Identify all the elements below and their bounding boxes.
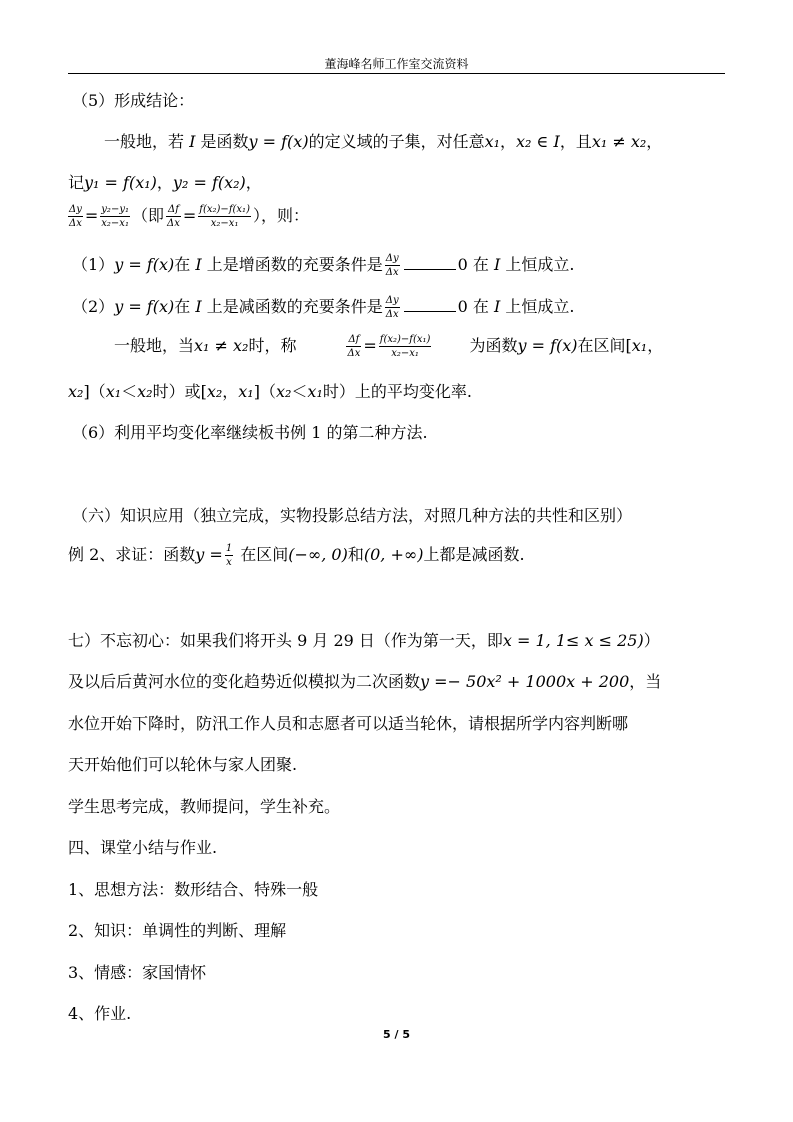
condition-increasing: （1）y = f(x)在 I 上是增函数的充要条件是 $\frac{\Delta y}{\Delta x}$ 0 在 I 上恒成立. bbox=[72, 253, 575, 278]
fraction-df-dx: $\frac{\Delta f}{\Delta x}$ bbox=[347, 334, 361, 359]
section5-paragraph1: 一般地，若 I 是函数y = f(x)的定义域的子集，对任意x₁，x₂ ∈ I，且x₁ ≠ x₂， bbox=[104, 132, 663, 151]
section6-title: （六）知识应用（独立完成，实物投影总结方法，对照几种方法的共性和区别） bbox=[72, 506, 633, 525]
definition-line1: 一般地，当x₁ ≠ x₂时，称 $\frac{\Delta f}{\Delta x}$ = $\frac{\text{f(x₂)−f(x₁)}}{\text{x₂−x₁}}$ 为函数y = f(x)在区间[x₁， bbox=[114, 334, 664, 359]
summary-title: 四、课堂小结与作业. bbox=[68, 838, 218, 857]
page-header: 董海峰名师工作室交流资料 bbox=[324, 57, 469, 71]
section7-line3: 水位开始下降时，防汛工作人员和志愿者可以适当轮休，请根据所学内容判断哪 bbox=[68, 714, 629, 733]
fraction-f-diff: $\frac{\text{f(x₂)−f(x₁)}}{\text{x₂−x₁}}$ bbox=[199, 204, 250, 229]
summary-item: 1、思想方法：数形结合、特殊一般 bbox=[68, 880, 319, 899]
section5-item6: （6）利用平均变化率继续板书例 1 的第二种方法. bbox=[72, 423, 428, 442]
fraction-df-dx: $\frac{\Delta f}{\Delta x}$ bbox=[167, 204, 180, 229]
summary-item: 4、作业. bbox=[68, 1004, 132, 1023]
fraction-dy-dx: $\frac{\Delta y}{\Delta x}$ bbox=[385, 253, 399, 278]
section7-line5: 学生思考完成，教师提问，学生补充。 bbox=[68, 797, 341, 816]
fraction-dy-dx: $\frac{\Delta y}{\Delta x}$ bbox=[385, 295, 399, 320]
section5-title: （5）形成结论： bbox=[72, 91, 195, 110]
fraction-dy-dx: $\frac{\Delta y}{\Delta x}$ bbox=[69, 204, 82, 229]
summary-item: 3、情感：家国情怀 bbox=[68, 963, 207, 982]
answer-blank bbox=[404, 297, 456, 312]
fraction-one-over-x: $\frac{1}{x}$ bbox=[225, 543, 233, 568]
definition-line2: x₂]（x₁＜x₂时）或[x₂，x₁]（x₂＜x₁时）上的平均变化率. bbox=[68, 382, 472, 401]
example2: 例 2、求证：函数y = $\frac{1}{x}$ 在区间(−∞, 0)和(0, +∞)上都是减函数. bbox=[68, 543, 525, 568]
section5-paragraph3: $\frac{\Delta y}{\Delta x}$ = $\frac{\text{y₂−y₁}}{\text{x₂−x₁}}$ （即 $\frac{\Delta f}{\Delta x}$ = $\frac{\text{f(x₂)−f(x₁)}}{\text{x₂−x₁}}$ ），则： bbox=[69, 204, 309, 229]
condition-decreasing: （2）y = f(x)在 I 上是减函数的充要条件是 $\frac{\Delta y}{\Delta x}$ 0 在 I 上恒成立. bbox=[72, 295, 575, 320]
section7-line4: 天开始他们可以轮休与家人团聚. bbox=[68, 755, 298, 774]
answer-blank bbox=[404, 255, 456, 270]
section5-paragraph2: 记y₁ = f(x₁)，y₂ = f(x₂)， bbox=[68, 173, 262, 192]
section7-line2: 及以后后黄河水位的变化趋势近似模拟为二次函数y =− 50x² + 1000x + 200，当 bbox=[68, 672, 662, 691]
page-number: 5 / 5 bbox=[383, 1028, 410, 1041]
summary-item: 2、知识：单调性的判断、理解 bbox=[68, 921, 287, 940]
section7-line1: 七）不忘初心：如果我们将开头 9 月 29 日（作为第一天，即x = 1, 1≤ x ≤ 25)） bbox=[68, 631, 660, 650]
fraction-f-diff: $\frac{\text{f(x₂)−f(x₁)}}{\text{x₂−x₁}}$ bbox=[379, 334, 431, 359]
fraction-y-diff: $\frac{\text{y₂−y₁}}{\text{x₂−x₁}}$ bbox=[101, 204, 129, 229]
header-divider bbox=[68, 73, 725, 74]
